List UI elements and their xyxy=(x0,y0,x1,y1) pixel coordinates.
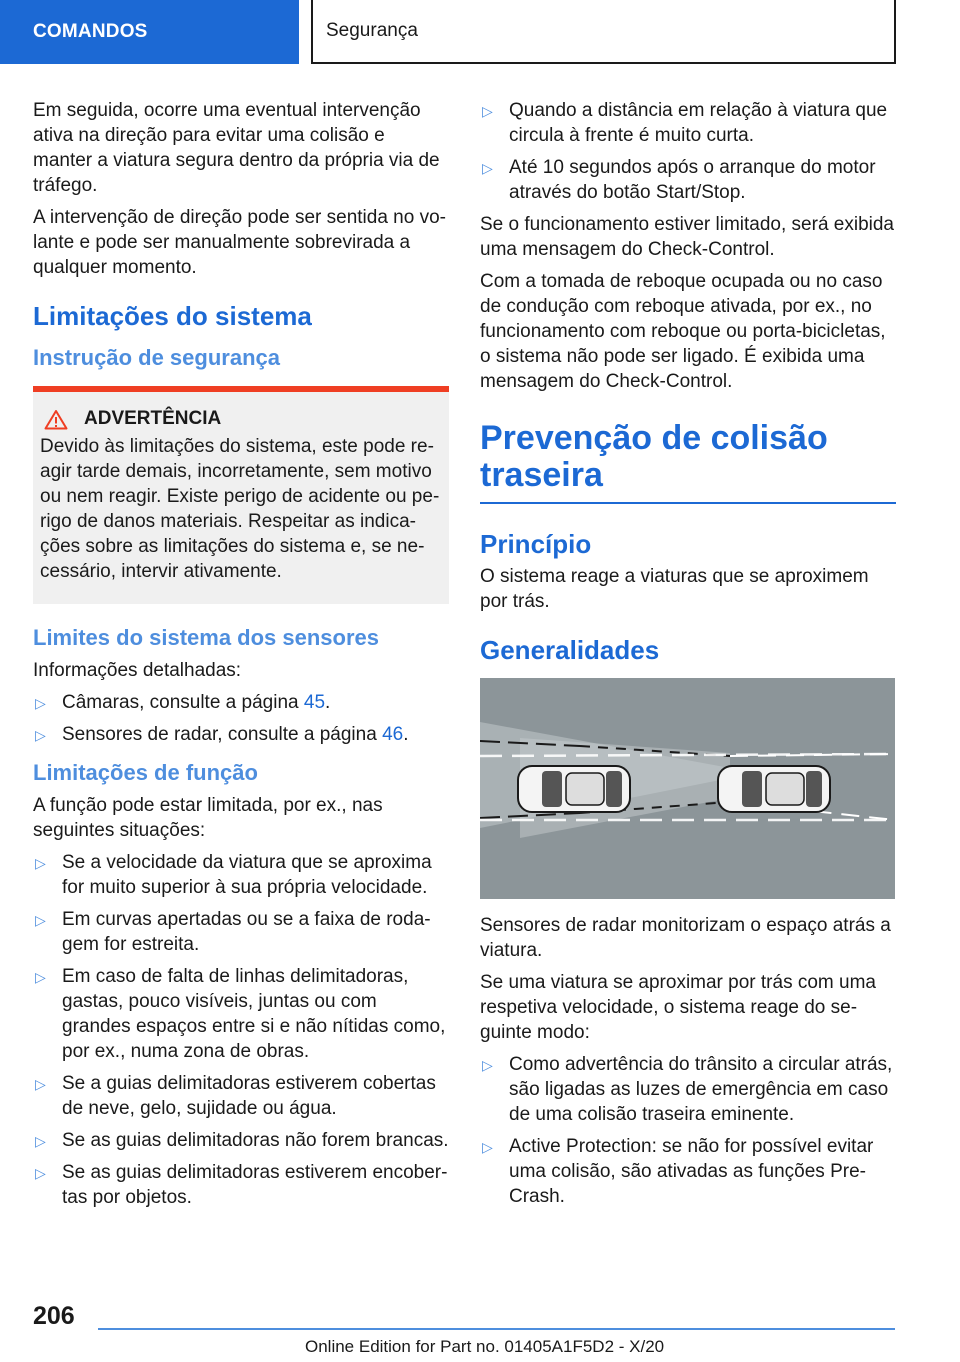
list-item-text: Se a velocidade da viatura que se aproxima for muito superior à sua própria velocidade. xyxy=(62,852,432,898)
triangle-right-icon: ▷ xyxy=(482,1057,493,1073)
list-item-end: . xyxy=(325,692,331,713)
function-limit-list xyxy=(33,850,449,1210)
chapter-title: Segurança xyxy=(326,20,418,41)
warning-triangle-icon xyxy=(44,409,68,430)
list-item-text: Em curvas apertadas ou se a faixa de rodagem for estreita. xyxy=(62,909,431,955)
list-item xyxy=(33,907,449,957)
paragraph: Se o funcionamento estiver limitado, será exibida uma mensagem do Check-Control. xyxy=(480,214,895,260)
triangle-right-icon: ▷ xyxy=(35,1133,46,1149)
heading-sensor-limits: Limites do sistema dos sensores xyxy=(33,625,380,650)
list-item-text: Em caso de falta de linhas delimitadoras, gastas, pouco visíveis, juntas ou com grandes espaços entre si e não nítidas como, por ex., numa zona de obras. xyxy=(62,966,446,1062)
list-item xyxy=(33,964,449,1064)
list-item-text: Se as guias delimitadoras não forem brancas. xyxy=(62,1130,449,1151)
list-item xyxy=(480,155,896,205)
page-link[interactable]: 46 xyxy=(382,724,404,745)
list-item-text: Active Protection: se não for possível evitar uma colisão, são ativadas as funções Pre-Crash. xyxy=(509,1136,874,1207)
paragraph: A função pode estar limitada, por ex., nas seguintes situações: xyxy=(33,795,383,841)
list-item xyxy=(33,690,449,715)
warning-title: ADVERTÊNCIA xyxy=(84,408,222,429)
warning-box xyxy=(33,386,449,604)
radar-illustration xyxy=(480,678,895,899)
paragraph: Sensores de radar monitorizam o espaço atrás a viatura. xyxy=(480,915,891,961)
paragraph: A intervenção de direção pode ser sentida no volante e pode ser manualmente sobrevirada a qualquer momento. xyxy=(33,207,446,278)
heading-principle: Princípio xyxy=(480,529,592,559)
triangle-right-icon: ▷ xyxy=(35,727,46,743)
sensor-list xyxy=(33,690,449,747)
list-item xyxy=(480,1134,896,1209)
triangle-right-icon: ▷ xyxy=(482,1139,493,1155)
right-column xyxy=(480,98,896,1216)
heading-rear-collision-prevention: Prevenção de colisão traseira xyxy=(480,420,896,504)
list-item-text: Quando a distância em relação à viatura que circula à frente é muito curta. xyxy=(509,100,888,146)
chapter-header xyxy=(311,0,896,64)
triangle-right-icon: ▷ xyxy=(35,969,46,985)
list-item xyxy=(33,850,449,900)
heading-system-limits: Limitações do sistema xyxy=(33,301,312,331)
list-item xyxy=(33,1128,449,1153)
triangle-right-icon: ▷ xyxy=(35,695,46,711)
radar-diagram xyxy=(480,678,895,899)
paragraph: Com a tomada de reboque ocupada ou no caso de condução com reboque ativada, por ex., no funcionamento com reboque ou porta-bicicletas, o sistema não pode ser ligado. É exibida uma mensagem do Check-Control. xyxy=(480,271,886,392)
list-item-text: Se a guias delimitadoras estiverem cobertas de neve, gelo, sujidade ou água. xyxy=(62,1073,436,1119)
triangle-right-icon: ▷ xyxy=(35,1165,46,1181)
list-item xyxy=(33,1071,449,1121)
page-number: 206 xyxy=(33,1302,75,1330)
paragraph: Informações detalhadas: xyxy=(33,660,242,681)
footer-edition: Online Edition for Part no. 01405A1F5D2 - X/20 xyxy=(305,1337,665,1356)
rear-car-icon xyxy=(518,766,630,812)
triangle-right-icon: ▷ xyxy=(482,103,493,119)
list-item-text: Se as guias delimitadoras estiverem encobertas por objetos. xyxy=(62,1162,448,1208)
triangle-right-icon: ▷ xyxy=(482,160,493,176)
list-item-text: Câmaras, consulte a página xyxy=(62,692,304,713)
list-item xyxy=(480,1052,896,1127)
page-link[interactable]: 45 xyxy=(303,692,326,713)
triangle-right-icon: ▷ xyxy=(35,1076,46,1092)
heading-general: Generalidades xyxy=(480,635,660,665)
warning-header xyxy=(44,408,441,430)
list-item xyxy=(33,722,449,747)
section-tab xyxy=(0,0,299,64)
list-item xyxy=(33,1160,449,1210)
paragraph: Se uma viatura se aproximar por trás com uma respetiva velocidade, o sistema reage do seguinte modo: xyxy=(480,972,876,1043)
list-item-end: . xyxy=(403,724,409,745)
paragraph: O sistema reage a viaturas que se aproximem por trás. xyxy=(480,566,869,612)
footer-divider xyxy=(98,1328,895,1330)
reaction-list xyxy=(480,1052,896,1209)
heading-function-limits: Limitações de função xyxy=(33,760,258,785)
triangle-right-icon: ▷ xyxy=(35,912,46,928)
list-item xyxy=(480,98,896,148)
warning-text: Devido às limitações do sistema, este pode reagir tarde demais, incorretamente, sem motivo ou nem reagir. Existe perigo de acidente ou perigo de danos materiais. Respeitar as indicações sobre as limitações do sistema e, se necessário, intervir ativamente. xyxy=(40,436,440,582)
list-item-text: Sensores de radar, consulte a página xyxy=(62,724,383,745)
list-item-text: Até 10 segundos após o arranque do motor através do botão Start/Stop. xyxy=(509,157,876,203)
section-label: COMANDOS xyxy=(33,21,148,42)
limit-list-continued xyxy=(480,98,896,205)
paragraph: Em seguida, ocorre uma eventual intervenção ativa na direção para evitar uma colisão e manter a viatura segura dentro da própria via de tráfego. xyxy=(33,100,440,196)
triangle-right-icon: ▷ xyxy=(35,855,46,871)
front-car-icon xyxy=(718,766,830,812)
left-column xyxy=(33,98,449,1217)
heading-safety-instruction: Instrução de segurança xyxy=(33,345,280,370)
list-item-text: Como advertência do trânsito a circular atrás, são ligadas as luzes de emergência em caso de uma colisão traseira eminente. xyxy=(509,1054,893,1125)
